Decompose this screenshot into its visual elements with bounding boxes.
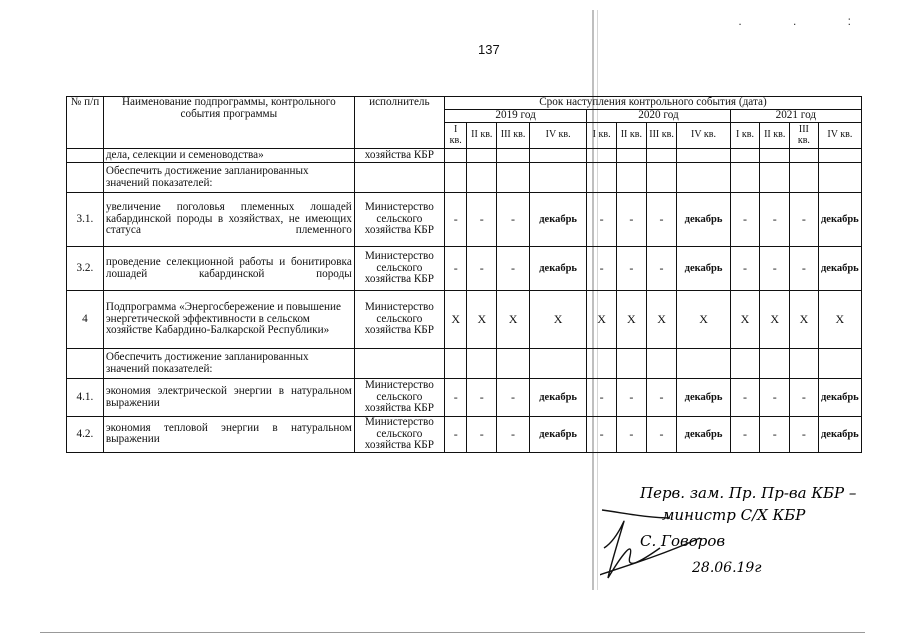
term-mark: X — [587, 291, 617, 349]
term-mark — [529, 349, 586, 379]
term-mark: X — [529, 291, 586, 349]
signature-position-line1: Перв. зам. Пр. Пр-ва КБР – — [640, 484, 857, 502]
row-name: экономия тепловой энергии в натуральном выражении — [103, 417, 354, 453]
quarter-label: II кв. — [616, 123, 646, 149]
term-mark — [790, 149, 819, 163]
term-mark: X — [730, 291, 760, 349]
table-row — [67, 417, 862, 453]
term-mark: - — [730, 247, 760, 291]
term-mark: - — [790, 379, 819, 417]
page-bottom-edge — [40, 632, 865, 633]
term-mark: X — [444, 291, 467, 349]
term-mark: - — [646, 417, 677, 453]
term-mark: - — [646, 379, 677, 417]
term-mark: декабрь — [529, 417, 586, 453]
term-mark — [677, 349, 730, 379]
term-mark: декабрь — [818, 247, 861, 291]
term-mark: - — [616, 247, 646, 291]
term-mark: - — [467, 247, 497, 291]
header-row-1 — [67, 97, 862, 110]
term-mark — [818, 149, 861, 163]
term-mark — [730, 163, 760, 193]
term-mark: - — [730, 379, 760, 417]
term-mark — [616, 163, 646, 193]
term-mark: - — [646, 193, 677, 247]
table-row — [67, 379, 862, 417]
term-mark — [646, 349, 677, 379]
term-mark — [730, 149, 760, 163]
table-row — [67, 349, 862, 379]
quarter-label: II кв. — [467, 123, 497, 149]
row-name: дела, селекции и семеноводства» — [103, 149, 354, 163]
row-name: увеличение поголовья племенных лошадей кабардинской породы в хозяйствах, не имеющих статуса племенного — [103, 193, 354, 247]
term-mark: - — [497, 417, 530, 453]
term-mark: - — [587, 247, 617, 291]
row-executor: хозяйства КБР — [354, 149, 444, 163]
term-mark — [790, 163, 819, 193]
term-mark: X — [646, 291, 677, 349]
term-mark: X — [467, 291, 497, 349]
quarter-label: III кв. — [497, 123, 530, 149]
row-executor — [354, 349, 444, 379]
term-mark: - — [444, 247, 467, 291]
signature-block — [600, 478, 900, 598]
term-mark: декабрь — [677, 417, 730, 453]
term-mark — [497, 349, 530, 379]
row-number — [67, 149, 104, 163]
term-mark — [646, 163, 677, 193]
term-mark — [760, 149, 790, 163]
row-executor: Министерство сельского хозяйства КБР — [354, 379, 444, 417]
row-executor: Министерство сельского хозяйства КБР — [354, 291, 444, 349]
signature-position-line2: министр С/Х КБР — [662, 506, 806, 524]
term-mark — [467, 149, 497, 163]
term-mark — [587, 149, 617, 163]
term-mark — [616, 149, 646, 163]
term-mark: - — [790, 417, 819, 453]
table-row — [67, 193, 862, 247]
term-mark: - — [616, 379, 646, 417]
quarter-label: IV кв. — [677, 123, 730, 149]
term-mark — [467, 163, 497, 193]
quarter-label: I кв. — [444, 123, 467, 149]
row-name: Подпрограмма «Энергосбережение и повышение энергетической эффективности в сельском хозяйстве Кабардино-Балкарской Республики» — [103, 291, 354, 349]
row-number: 4.1. — [67, 379, 104, 417]
term-mark: - — [790, 193, 819, 247]
row-number: 4.2. — [67, 417, 104, 453]
year-2020: 2020 год — [587, 110, 730, 123]
term-mark — [444, 163, 467, 193]
term-mark — [587, 163, 617, 193]
row-executor: Министерство сельского хозяйства КБР — [354, 247, 444, 291]
term-mark — [677, 149, 730, 163]
table-row — [67, 291, 862, 349]
year-2019: 2019 год — [444, 110, 586, 123]
term-mark — [444, 349, 467, 379]
term-mark: - — [760, 379, 790, 417]
row-number: 3.1. — [67, 193, 104, 247]
term-mark — [760, 163, 790, 193]
term-mark: - — [616, 417, 646, 453]
term-mark: - — [760, 247, 790, 291]
row-number — [67, 163, 104, 193]
term-mark: - — [587, 379, 617, 417]
term-mark: - — [760, 193, 790, 247]
term-mark: - — [790, 247, 819, 291]
term-mark — [529, 163, 586, 193]
term-mark — [790, 349, 819, 379]
col-executor-header: исполнитель — [354, 97, 444, 149]
term-mark: декабрь — [529, 193, 586, 247]
table-row — [67, 247, 862, 291]
term-mark: - — [444, 417, 467, 453]
quarter-label: IV кв. — [529, 123, 586, 149]
quarter-label: II кв. — [760, 123, 790, 149]
page-number: 137 — [478, 42, 500, 57]
row-executor: Министерство сельского хозяйства КБР — [354, 193, 444, 247]
term-mark: - — [497, 379, 530, 417]
term-mark: - — [587, 193, 617, 247]
term-mark — [818, 163, 861, 193]
row-executor — [354, 163, 444, 193]
row-number: 3.2. — [67, 247, 104, 291]
term-mark — [497, 149, 530, 163]
row-name: Обеспечить достижение запланированных значений показателей: — [103, 349, 354, 379]
term-mark: - — [730, 193, 760, 247]
quarter-label: IV кв. — [818, 123, 861, 149]
term-mark: X — [818, 291, 861, 349]
quarter-label: III кв. — [646, 123, 677, 149]
term-mark: декабрь — [677, 379, 730, 417]
term-mark: - — [760, 417, 790, 453]
col-name-header: Наименование подпрограммы, контрольного события программы — [103, 97, 354, 149]
term-mark: - — [444, 379, 467, 417]
table-row — [67, 163, 862, 193]
term-mark: - — [467, 193, 497, 247]
term-mark: декабрь — [818, 379, 861, 417]
term-mark: - — [730, 417, 760, 453]
col-term-header: Срок наступления контрольного события (дата) — [444, 97, 861, 110]
corner-marks: . . : — [738, 14, 875, 28]
row-number — [67, 349, 104, 379]
quarter-label: III кв. — [790, 123, 819, 149]
term-mark: X — [497, 291, 530, 349]
term-mark: - — [616, 193, 646, 247]
term-mark: декабрь — [677, 193, 730, 247]
signature-name: С. Говоров — [640, 532, 726, 550]
term-mark — [760, 349, 790, 379]
term-mark: - — [467, 417, 497, 453]
term-mark: - — [497, 247, 530, 291]
term-mark: X — [616, 291, 646, 349]
term-mark — [677, 163, 730, 193]
quarter-label: I кв. — [587, 123, 617, 149]
term-mark — [818, 349, 861, 379]
term-mark — [616, 349, 646, 379]
table-row — [67, 149, 862, 163]
term-mark — [444, 149, 467, 163]
row-name: Обеспечить достижение запланированных значений показателей: — [103, 163, 354, 193]
term-mark — [497, 163, 530, 193]
term-mark: - — [444, 193, 467, 247]
term-mark — [467, 349, 497, 379]
term-mark: - — [646, 247, 677, 291]
term-mark: X — [677, 291, 730, 349]
term-mark — [529, 149, 586, 163]
term-mark: X — [760, 291, 790, 349]
col-number-header: № п/п — [67, 97, 104, 149]
control-events-table — [66, 96, 862, 453]
term-mark: - — [467, 379, 497, 417]
term-mark: декабрь — [529, 379, 586, 417]
term-mark: - — [587, 417, 617, 453]
signature-date: 28.06.19г — [692, 560, 762, 576]
term-mark: декабрь — [818, 417, 861, 453]
year-2021: 2021 год — [730, 110, 861, 123]
quarter-label: I кв. — [730, 123, 760, 149]
term-mark: декабрь — [818, 193, 861, 247]
term-mark — [730, 349, 760, 379]
term-mark — [587, 349, 617, 379]
row-name: проведение селекционной работы и бонитировка лошадей кабардинской породы — [103, 247, 354, 291]
term-mark — [646, 149, 677, 163]
row-name: экономия электрической энергии в натуральном выражении — [103, 379, 354, 417]
term-mark: декабрь — [529, 247, 586, 291]
row-number: 4 — [67, 291, 104, 349]
term-mark: X — [790, 291, 819, 349]
row-executor: Министерство сельского хозяйства КБР — [354, 417, 444, 453]
term-mark: декабрь — [677, 247, 730, 291]
term-mark: - — [497, 193, 530, 247]
